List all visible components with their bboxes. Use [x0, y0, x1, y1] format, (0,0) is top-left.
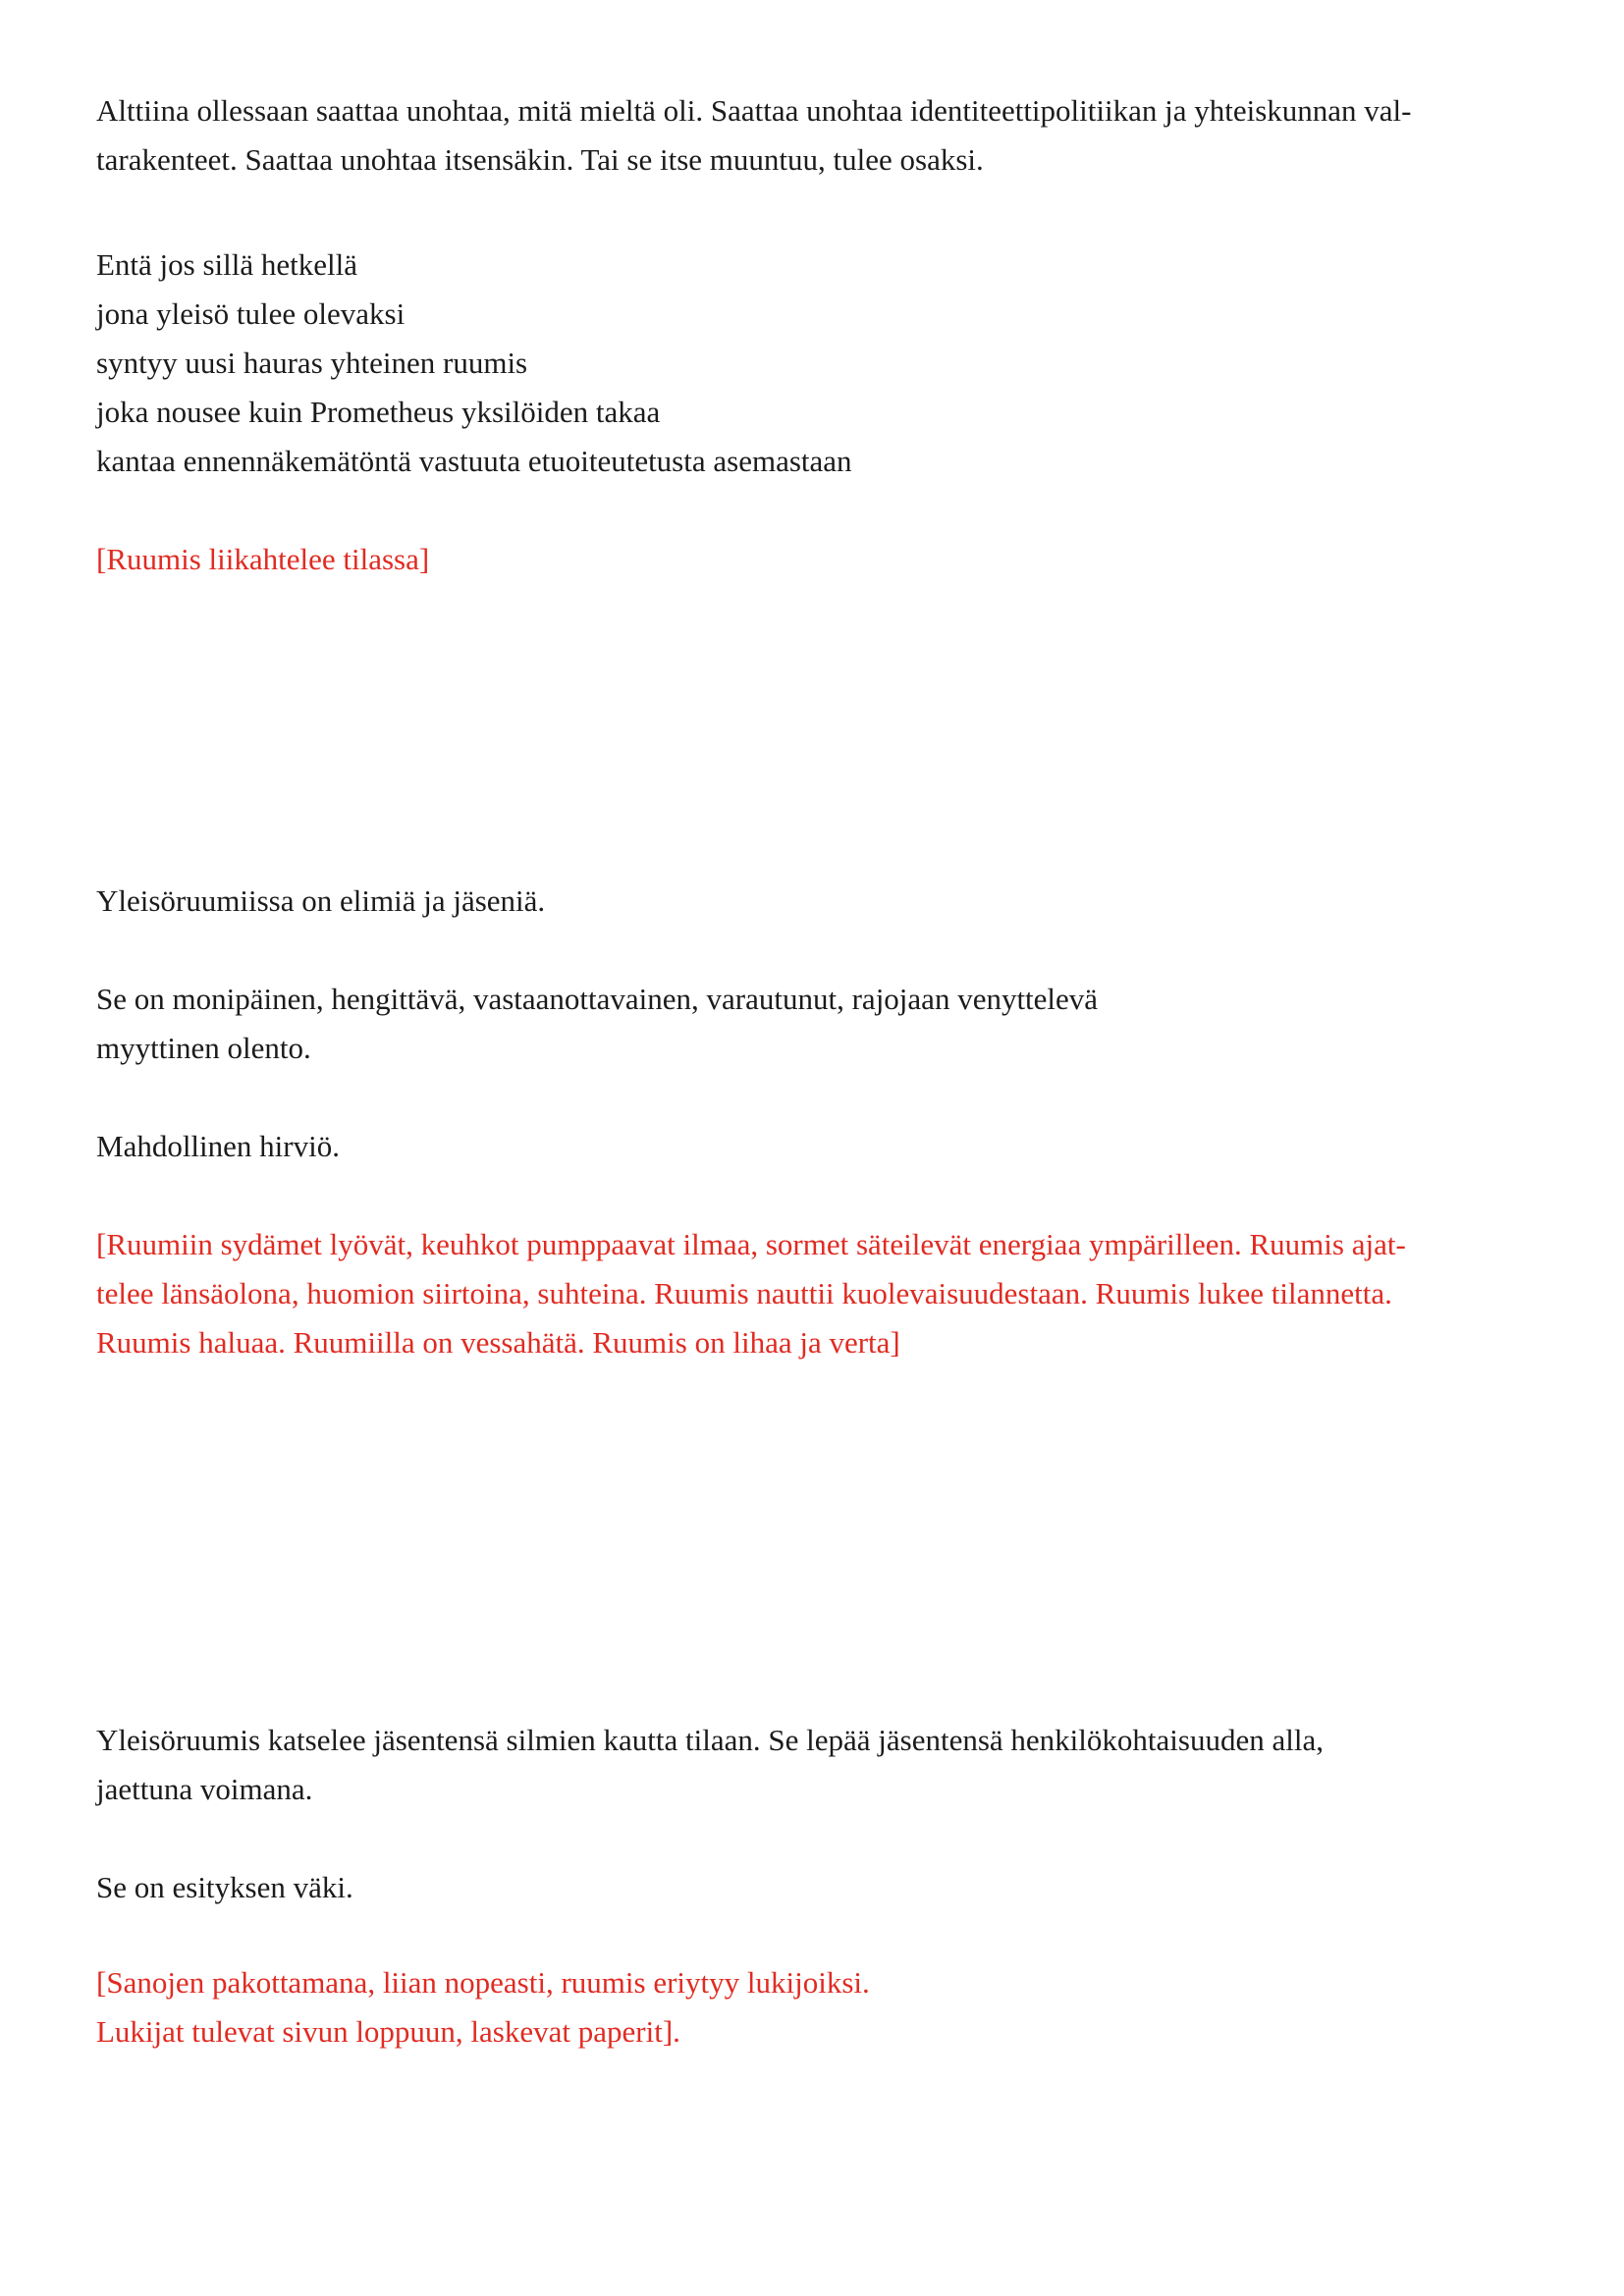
text-line: Se on esityksen väki. [96, 1870, 353, 1904]
stage-direction-line: Lukijat tulevat sivun loppuun, laskevat paperit]. [96, 2014, 680, 2049]
stage-direction-line: [Sanojen pakottamana, liian nopeasti, ruumis eriytyy lukijoiksi. [96, 1965, 870, 2000]
stage-direction-2 [96, 1220, 1565, 1367]
text-line: Yleisöruumiissa on elimiä ja jäseniä. [96, 883, 546, 918]
stage-direction-line: Ruumis haluaa. Ruumiilla on vessahätä. Ruumis on lihaa ja verta] [96, 1325, 900, 1360]
text-line: Se on monipäinen, hengittävä, vastaanottavainen, varautunut, rajojaan venyttelevä [96, 982, 1099, 1016]
poem-line: syntyy uusi hauras yhteinen ruumis [96, 346, 528, 380]
poem-line: kantaa ennennäkemätöntä vastuuta etuoiteutetusta asemastaan [96, 444, 852, 478]
text-line: Alttiina ollessaan saattaa unohtaa, mitä mieltä oli. Saattaa unohtaa identiteettipolitiikan ja yhteiskunnan val- [96, 93, 1412, 128]
creature-paragraph [96, 975, 1565, 1073]
organs-paragraph [96, 877, 1565, 926]
stage-direction-line: [Ruumiin sydämet lyövät, keuhkot pumppaavat ilmaa, sormet säteilevät energiaa ympärilleen. Ruumis ajat- [96, 1227, 1406, 1261]
poem-line: Entä jos sillä hetkellä [96, 247, 358, 282]
stage-direction-line: telee länsäolona, huomion siirtoina, suhteina. Ruumis nauttii kuolevaisuudestaan. Ruumis lukee tilannetta. [96, 1276, 1392, 1310]
poem-stanza [96, 240, 1565, 486]
poem-line: jona yleisö tulee olevaksi [96, 296, 406, 331]
stage-direction-line: [Ruumis liikahtelee tilassa] [96, 542, 430, 576]
monster-paragraph [96, 1122, 1565, 1171]
stage-direction-3 [96, 1958, 1565, 2056]
poem-line: joka nousee kuin Prometheus yksilöiden takaa [96, 395, 661, 429]
text-line: myyttinen olento. [96, 1031, 311, 1065]
gaze-paragraph [96, 1716, 1565, 1814]
intro-paragraph [96, 86, 1565, 185]
text-line: Mahdollinen hirviö. [96, 1129, 340, 1163]
text-line: jaettuna voimana. [96, 1772, 313, 1806]
stage-direction-1 [96, 535, 1565, 584]
text-line: tarakenteet. Saattaa unohtaa itsensäkin. Tai se itse muuntuu, tulee osaksi. [96, 142, 984, 177]
folk-paragraph [96, 1863, 1565, 1912]
text-line: Yleisöruumis katselee jäsentensä silmien kautta tilaan. Se lepää jäsentensä henkilökohtaisuuden alla, [96, 1723, 1324, 1757]
